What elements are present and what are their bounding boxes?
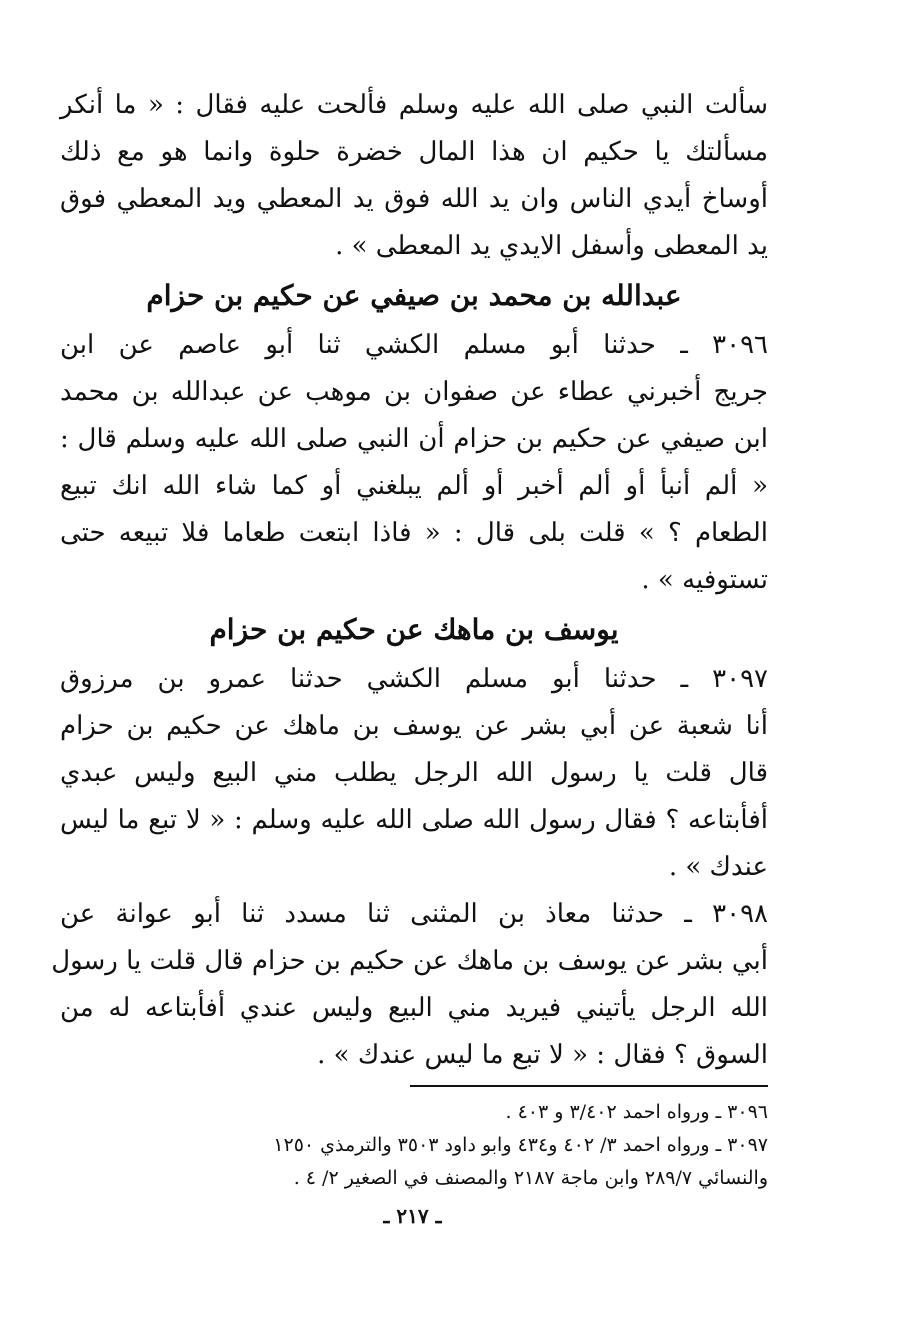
text-line: الطعام ؟ » قلت بلى قال : « فاذا ابتعت طعاما فلا تبيعه حتى (60, 518, 768, 548)
text-line: أوساخ أيدي الناس وان يد الله فوق يد المعطي ويد المعطي فوق (60, 184, 768, 214)
hadith-3097 (60, 656, 768, 891)
section-heading: يوسف بن ماهك عن حكيم بن حزام (209, 613, 619, 646)
hadith-3096 (60, 322, 768, 604)
text-line: ٣٠٩٦ ـ حدثنا أبو مسلم الكشي ثنا أبو عاصم عن ابن (60, 330, 768, 360)
section-heading: عبدالله بن محمد بن صيفي عن حكيم بن حزام (146, 279, 682, 312)
text-line: أفأبتاعه ؟ فقال رسول الله صلى الله عليه وسلم : « لا تبع ما ليس (60, 805, 768, 835)
text-line: السوق ؟ فقال : « لا تبع ما ليس عندك » . (317, 1040, 768, 1070)
text-line: « ألم أنبأ أو ألم أخبر أو ألم يبلغني أو كما شاء الله انك تبيع (60, 471, 768, 501)
text-line: يد المعطى وأسفل الايدي يد المعطى » . (335, 231, 768, 261)
text-line: ابن صيفي عن حكيم بن حزام أن النبي صلى الله عليه وسلم قال : (60, 424, 768, 454)
footnote-line: ٣٠٩٧ ـ ورواه احمد ٣/ ٤٠٢ و٤٣٤ وابو داود ٣٥٠٣ والترمذي ١٢٥٠ (273, 1134, 768, 1156)
text-line: قال قلت يا رسول الله الرجل يطلب مني البيع وليس عبدي (60, 758, 768, 788)
text-line: سألت النبي صلى الله عليه وسلم فألحت عليه فقال : « ما أنكر (60, 90, 768, 120)
text-line: ٣٠٩٨ ـ حدثنا معاذ بن المثنى ثنا مسدد ثنا أبو عوانة عن (60, 899, 768, 929)
hadith-3098 (51, 891, 768, 1079)
text-line: عندك » . (668, 852, 768, 882)
intro-paragraph (60, 82, 768, 270)
page-number: ـ ٢١٧ ـ (383, 1204, 442, 1228)
footnote-divider (410, 1085, 768, 1087)
text-line: ٣٠٩٧ ـ حدثنا أبو مسلم الكشي حدثنا عمرو بن مرزوق (60, 664, 768, 694)
text-line: مسألتك يا حكيم ان هذا المال خضرة حلوة وانما هو مع ذلك (60, 137, 768, 167)
text-line: الله الرجل يأتيني فيريد مني البيع وليس عندي أفأبتاعه له من (60, 993, 768, 1023)
page-body (51, 82, 768, 1079)
text-line: أنا شعبة عن أبي بشر عن يوسف بن ماهك عن حكيم بن حزام (60, 711, 768, 741)
text-line: أبي بشر عن يوسف بن ماهك عن حكيم بن حزام قال قلت يا رسول (51, 946, 768, 976)
footnote-line: والنسائي ٢٨٩/٧ وابن ماجة ٢١٨٧ والمصنف في الصغير ٢/ ٤ . (293, 1167, 768, 1189)
footnotes (60, 1096, 768, 1195)
footnote-line: ٣٠٩٦ ـ ورواه احمد ٣/٤٠٢ و ٤٠٣ . (505, 1101, 768, 1123)
text-line: تستوفيه » . (641, 565, 768, 595)
text-line: جريج أخبرني عطاء عن صفوان بن موهب عن عبدالله بن محمد (60, 377, 768, 407)
